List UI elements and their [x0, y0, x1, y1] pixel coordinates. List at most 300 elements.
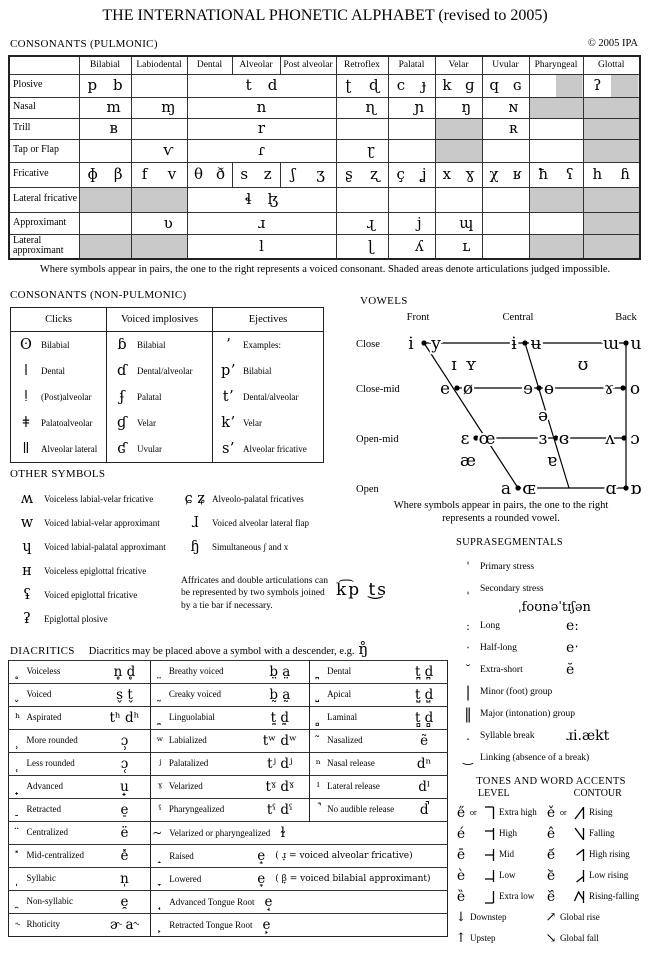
other-symbol-glyph: ʍ: [20, 491, 34, 507]
vowel-column-label: Front: [406, 312, 430, 323]
tones-columns: [452, 802, 650, 949]
vowel-symbol: ø: [462, 379, 474, 399]
tone-label: Low rising: [589, 869, 629, 880]
diacritic-label: More rounded: [27, 730, 99, 753]
consonant-cell: [131, 234, 187, 259]
consonant-symbol: ɹ: [257, 213, 266, 232]
other-symbols-right-list: [178, 487, 346, 559]
diacritics-row: [9, 707, 448, 730]
vowel-symbol: ʌ: [605, 429, 615, 449]
suprasegmental-symbol: ˘: [465, 663, 471, 677]
consonant-cell: [529, 139, 583, 162]
consonant-symbol: ʝ: [420, 165, 427, 183]
other-symbol-glyph: ɺ: [191, 515, 199, 531]
nonpulmonic-symbol: ɓ: [117, 337, 127, 353]
suprasegmental-symbol: |: [465, 683, 471, 701]
diacritic-label: Non-syllabic: [27, 891, 99, 914]
pulmonic-header-row: [9, 56, 640, 74]
suprasegmental-label: Linking (absence of a break): [480, 753, 590, 763]
diacritics-row: [9, 822, 448, 845]
vowel-pair-dot: [421, 340, 426, 345]
manner-label: Fricative: [9, 162, 79, 187]
diacritic-mark: ̪: [309, 661, 327, 684]
consonant-symbol: v: [167, 165, 177, 183]
diacritic-label: Nasal release: [327, 753, 401, 776]
consonant-cell: [187, 97, 336, 118]
contour-rising-falling-icon: [573, 889, 586, 905]
other-symbol-item: [10, 535, 178, 559]
vowel-symbol: ɪ: [451, 355, 457, 375]
consonant-cell: [529, 162, 583, 187]
diacritic-mark: ˤ: [151, 799, 169, 822]
contour-rising-icon: [573, 805, 586, 821]
consonant-cell: [280, 162, 336, 187]
tone-example: é: [456, 825, 466, 842]
nonpulmonic-item: [213, 332, 323, 358]
tone-extra-low-icon: [483, 889, 496, 905]
suprasegmental-example: ĕ: [566, 662, 575, 678]
suprasegmental-symbol: ‖: [464, 705, 472, 723]
vowel-symbol: œ: [478, 429, 496, 449]
vowel-symbol: ɑ: [605, 479, 617, 499]
nonpulmonic-item: [213, 384, 323, 410]
level-header: LEVEL: [478, 788, 510, 799]
nonpulmonic-item: [11, 410, 106, 436]
nonpulmonic-symbol: ɗ: [117, 363, 127, 379]
other-symbol-label: Voiced labial-velar approximant: [44, 518, 160, 528]
consonant-cell: [529, 118, 583, 139]
diacritic-example: dˡ: [401, 776, 447, 799]
diacritic-mark: ̤: [151, 661, 169, 684]
diacritic-label: No audible release: [327, 799, 401, 822]
vowel-symbol: i: [408, 334, 414, 354]
vowel-symbol: ɯ: [602, 334, 620, 354]
tone-label: High rising: [589, 848, 630, 859]
diacritic-note: ( β̞ = voiced bilabial approximant): [275, 874, 431, 884]
diacritic-label: Centralized: [27, 822, 99, 845]
diacritic-example: s̬ t̬: [99, 684, 151, 707]
diacritic-example: e̙: [262, 917, 271, 933]
nonpulmonic-item: [107, 358, 212, 384]
consonant-cell: [435, 118, 482, 139]
nonpulmonic-consonants-table: [10, 307, 324, 463]
diacritic-example: b̰ a̰: [251, 684, 309, 707]
diacritic-example: e̽: [99, 845, 151, 868]
diacritic-wide-cell: [151, 868, 448, 891]
diacritic-example: e̠: [99, 799, 151, 822]
nonpulmonic-label: Dental: [41, 366, 65, 376]
consonant-symbol: ʃ: [291, 165, 296, 183]
diacritic-mark: ̘: [158, 895, 163, 909]
nonpulmonic-heading: CONSONANTS (NON-PULMONIC): [10, 289, 187, 301]
diacritic-example: e̯: [99, 891, 151, 914]
consonant-cell: [79, 139, 131, 162]
nonpulmonic-label: Alveolar fricative: [243, 444, 307, 454]
consonant-cell: [482, 234, 529, 259]
diacritic-label: Less rounded: [27, 753, 99, 776]
vowel-row-label: Open: [356, 484, 379, 495]
vowel-symbol: e: [439, 379, 451, 399]
vowel-symbol: ɛ: [460, 429, 470, 449]
tone-arrow-symbol: ↘: [545, 931, 557, 946]
stress-example-transcription: ˌfoʊnəˈtɪʃən: [518, 600, 591, 615]
consonant-symbol: f: [141, 165, 148, 183]
nonpulmonic-column-header: Ejectives: [213, 308, 323, 332]
consonant-symbol: ŋ: [461, 98, 472, 116]
consonant-symbol: θ: [193, 165, 204, 183]
consonant-cell: [583, 162, 640, 187]
suprasegmental-label: Secondary stress: [480, 584, 544, 594]
consonant-cell: [388, 162, 435, 187]
consonant-cell: [583, 118, 640, 139]
tone-label: Rising-falling: [589, 890, 639, 901]
other-symbol-item: [178, 511, 346, 535]
other-symbol-label: Voiced labial-palatal approximant: [44, 542, 166, 552]
consonant-symbol: ʕ: [565, 165, 574, 183]
nonpulmonic-label: Bilabial: [41, 340, 70, 350]
nonpulmonic-item: [107, 410, 212, 436]
nonpulmonic-label: Alveolar lateral: [41, 444, 98, 454]
vowel-symbol: ɞ: [558, 429, 570, 449]
diacritic-mark: ̠: [9, 799, 27, 822]
consonant-cell: [131, 187, 187, 212]
other-symbol-item: [178, 535, 346, 559]
diacritic-mark: ̚: [309, 799, 327, 822]
consonant-symbol: ħ: [538, 165, 548, 183]
diacritic-wide-cell: [151, 822, 448, 845]
consonant-symbol: ɬ: [244, 190, 252, 208]
other-symbol-item: [10, 511, 178, 535]
diacritic-mark: ̼: [151, 707, 169, 730]
consonant-symbol: ɴ: [508, 98, 519, 116]
vowel-pair-dot: [621, 435, 626, 440]
suprasegmental-symbol: ‿: [463, 751, 473, 765]
suprasegmental-example: eˑ: [566, 640, 580, 656]
nonpulmonic-symbol: ʄ: [119, 389, 125, 405]
nonpulmonic-label: Velar: [243, 418, 262, 428]
diacritic-example: ɚ a˞: [99, 914, 151, 937]
consonant-symbol: j: [416, 213, 422, 232]
diacritic-example: ɔ̹: [99, 730, 151, 753]
consonant-cell: [435, 187, 482, 212]
nonpulmonic-symbol: ǀ: [23, 363, 29, 379]
vowel-symbol: ə: [537, 406, 549, 426]
consonant-cell: [187, 74, 336, 97]
consonant-cell: [187, 162, 232, 187]
contour-high-rising-icon: [573, 847, 586, 863]
pulmonic-row: [9, 139, 640, 162]
nonpulmonic-label: Palatal: [137, 392, 162, 402]
diacritic-label: Lateral release: [327, 776, 401, 799]
diacritics-row: [9, 891, 448, 914]
diacritic-example: u̟: [99, 776, 151, 799]
suprasegmental-item: [456, 725, 648, 747]
tone-item: [542, 865, 650, 886]
consonant-symbol: ɲ: [414, 98, 425, 116]
pulmonic-row: [9, 97, 640, 118]
diacritic-mark: ʰ: [9, 707, 27, 730]
vowel-pair-dot: [522, 340, 527, 345]
consonant-cell: [79, 234, 131, 259]
consonant-cell: [336, 74, 388, 97]
diacritics-row: [9, 753, 448, 776]
diacritic-example: ë: [99, 822, 151, 845]
tone-high-icon: [483, 826, 496, 842]
tone-label: Mid: [499, 848, 515, 859]
diacritic-mark: ̻: [309, 707, 327, 730]
tone-extra-item: [542, 928, 650, 949]
consonant-symbol: ɻ: [366, 213, 375, 232]
other-symbol-glyph: ʜ: [22, 563, 32, 579]
consonant-cell: [388, 97, 435, 118]
tone-label: Falling: [589, 827, 615, 838]
consonant-cell: [336, 234, 388, 259]
consonant-symbol: ɟ: [421, 76, 427, 94]
consonant-symbol: ɽ: [367, 141, 375, 159]
tones-section: [452, 776, 650, 949]
nonpulmonic-symbol: kʼ: [221, 415, 235, 431]
suprasegmental-item: [456, 703, 648, 725]
diacritic-label: Aspirated: [27, 707, 99, 730]
pulmonic-note: Where symbols appear in pairs, the one to the right represents a voiced consonant. Shaded areas denote articulations judged impossible.: [39, 264, 611, 275]
vowel-symbol: u: [630, 334, 642, 354]
suprasegmentals-list: [456, 556, 648, 769]
pulmonic-row: [9, 212, 640, 234]
consonant-cell: [529, 212, 583, 234]
diacritic-mark: ̴: [158, 826, 163, 840]
diacritic-mark: ̯: [9, 891, 27, 914]
suprasegmental-symbol: ˑ: [465, 641, 471, 655]
manner-label: Nasal: [9, 97, 79, 118]
nonpulmonic-label: Uvular: [137, 444, 162, 454]
consonant-cell: [131, 162, 187, 187]
place-header: Velar: [435, 56, 482, 74]
diacritic-label: Lowered: [169, 874, 202, 884]
other-symbol-item: [10, 559, 178, 583]
diacritic-example: t̪ d̪: [401, 661, 447, 684]
consonant-symbol: t: [245, 76, 252, 94]
consonant-cell: [435, 162, 482, 187]
consonant-symbol: q: [489, 76, 500, 94]
consonant-symbol: ɱ: [161, 98, 176, 116]
diacritic-mark: ̽: [9, 845, 27, 868]
diacritic-example: e̝: [257, 848, 266, 864]
diacritic-label: Raised: [169, 851, 194, 861]
tone-example: e᷅: [546, 867, 556, 884]
diacritic-label: Breathy voiced: [169, 661, 251, 684]
consonant-cell: [388, 187, 435, 212]
consonant-cell: [336, 97, 388, 118]
consonant-cell: [131, 118, 187, 139]
nonpulmonic-column-header: Clicks: [11, 308, 106, 332]
consonant-cell: [388, 118, 435, 139]
tones-level-column: [452, 802, 542, 949]
place-header: Post alveolar: [280, 56, 336, 74]
nonpulmonic-symbol: ɠ: [117, 415, 127, 431]
diacritic-mark: ̬: [9, 684, 27, 707]
diacritic-example: ẽ: [401, 730, 447, 753]
suprasegmental-item: [456, 637, 648, 659]
diacritic-label: Linguolabial: [169, 707, 251, 730]
consonant-cell: [131, 212, 187, 234]
consonant-cell: [583, 187, 640, 212]
vowel-symbol: æ: [460, 451, 476, 471]
diacritics-row: [9, 776, 448, 799]
manner-label: Plosive: [9, 74, 79, 97]
diacritic-mark: ̰: [151, 684, 169, 707]
suprasegmental-item: [456, 681, 648, 703]
tone-example: e᷈: [546, 888, 556, 905]
diacritic-label: Pharyngealized: [169, 799, 251, 822]
consonant-symbol: ⱱ: [163, 141, 174, 159]
vowel-symbol: a: [500, 479, 512, 499]
diacritic-example: tʲ dʲ: [251, 753, 309, 776]
tone-example: è: [456, 867, 466, 884]
pulmonic-heading: CONSONANTS (PULMONIC): [10, 38, 158, 50]
consonant-symbol: ɾ: [258, 141, 265, 159]
consonant-cell: [79, 212, 131, 234]
tone-label: Global rise: [560, 911, 600, 922]
pulmonic-row: [9, 162, 640, 187]
diacritic-label: Palatalized: [169, 753, 251, 776]
consonant-cell: [79, 187, 131, 212]
tones-heading: TONES AND WORD ACCENTS: [476, 776, 626, 787]
diacritic-label: Mid-centralized: [27, 845, 99, 868]
nonpulmonic-item: [107, 436, 212, 462]
nonpulmonic-column: [213, 308, 323, 462]
consonant-cell: [482, 187, 529, 212]
diacritic-example: t̺ d̺: [401, 684, 447, 707]
consonant-symbol: ʐ: [369, 165, 379, 183]
diacritics-row: [9, 661, 448, 684]
vowel-symbol: ɨ: [511, 334, 517, 354]
tone-or-text: or: [560, 808, 567, 817]
consonant-symbol: r: [257, 119, 266, 137]
vowel-pair-dot: [620, 385, 625, 390]
other-symbol-label: Voiced alveolar lateral flap: [212, 518, 310, 528]
consonant-cell: [187, 212, 336, 234]
diacritic-mark: ⁿ: [309, 753, 327, 776]
diacritic-example: t̻ d̻: [401, 707, 447, 730]
consonant-cell: [435, 74, 482, 97]
diacritic-example: tʰ dʰ: [99, 707, 151, 730]
consonant-symbol: l: [259, 236, 264, 255]
diacritics-header-line: [10, 640, 368, 659]
consonant-symbol: z: [263, 165, 272, 183]
consonant-cell: [187, 118, 336, 139]
vowel-symbol: y: [431, 334, 441, 354]
tone-arrow-symbol: ↗: [545, 910, 557, 925]
consonant-symbol: n: [256, 98, 267, 116]
consonant-symbol: ɖ: [368, 76, 379, 94]
consonant-symbol: ɳ: [365, 98, 376, 116]
diacritic-mark: ̩: [9, 868, 27, 891]
tone-item: [542, 802, 650, 823]
suprasegmentals-section: [456, 537, 648, 769]
diacritic-example: tˠ dˠ: [251, 776, 309, 799]
vowel-symbol: ɘ: [522, 379, 534, 399]
contour-header: CONTOUR: [573, 788, 622, 799]
consonant-symbol: k: [442, 76, 452, 94]
consonant-cell: [482, 162, 529, 187]
nonpulmonic-label: (Post)alveolar: [41, 392, 92, 402]
nonpulmonic-label: Bilabial: [243, 366, 272, 376]
nonpulmonic-label: Dental/alveolar: [243, 392, 299, 402]
diacritic-example: t̼ d̼: [251, 707, 309, 730]
other-symbol-glyph: ɥ: [22, 539, 32, 555]
tone-label: Rising: [589, 806, 613, 817]
consonant-symbol: ɭ: [367, 236, 374, 255]
tones-subheaders: [452, 788, 650, 799]
consonant-symbol: m: [106, 98, 121, 116]
manner-label: Lateral approximant: [9, 234, 79, 259]
vowel-symbol: ɤ: [604, 379, 614, 399]
vowel-pair-dot: [515, 485, 520, 490]
consonant-cell: [583, 212, 640, 234]
diacritic-label: Retracted: [27, 799, 99, 822]
diacritic-example: e̘: [264, 894, 273, 910]
nonpulmonic-item: [213, 358, 323, 384]
suprasegmental-label: Major (intonation) group: [480, 709, 575, 719]
diacritic-label: Nasalized: [327, 730, 401, 753]
consonant-cell: [482, 97, 529, 118]
diacritics-row: [9, 730, 448, 753]
manner-label: Trill: [9, 118, 79, 139]
other-symbol-item: [10, 583, 178, 607]
place-header: Bilabial: [79, 56, 131, 74]
suprasegmental-example: eː: [566, 618, 580, 634]
consonant-cell: [232, 162, 280, 187]
vowel-symbol: o: [629, 379, 641, 399]
diacritic-example: d̚: [401, 799, 447, 822]
nonpulmonic-label: Velar: [137, 418, 156, 428]
other-symbol-label: Simultaneous ʃ and x: [212, 542, 289, 552]
diacritic-mark: ˞: [9, 914, 27, 937]
tone-example: e̋: [456, 804, 466, 821]
diacritic-label: Velarized: [169, 776, 251, 799]
copyright-notice: © 2005 IPA: [587, 38, 638, 49]
nonpulmonic-column: [11, 308, 107, 462]
consonant-symbol: p: [87, 76, 98, 94]
diacritic-example: b̤ a̤: [251, 661, 309, 684]
consonant-symbol: ɦ: [620, 165, 630, 183]
nonpulmonic-symbol: sʼ: [221, 441, 235, 457]
vowel-symbol: ɐ: [546, 451, 558, 471]
diacritics-row: [9, 684, 448, 707]
nonpulmonic-item: [11, 384, 106, 410]
suprasegmental-symbol: .: [466, 729, 470, 743]
consonant-cell: [482, 118, 529, 139]
nonpulmonic-symbol: ʼ: [225, 337, 231, 353]
contour-low-rising-icon: [573, 868, 586, 884]
diacritic-example: tˤ dˤ: [251, 799, 309, 822]
suprasegmental-symbol: ˌ: [466, 582, 470, 596]
consonant-symbol: ɢ: [512, 76, 522, 94]
tone-arrow-symbol: ↑: [455, 931, 467, 946]
diacritic-label: Laminal: [327, 707, 401, 730]
tone-item: [542, 823, 650, 844]
nonpulmonic-item: [11, 332, 106, 358]
consonant-symbol: ç: [396, 165, 405, 183]
tone-label: High: [499, 827, 517, 838]
consonant-symbol: ɡ: [465, 76, 475, 94]
vowel-symbol: ʊ: [577, 355, 589, 375]
consonant-cell: [388, 74, 435, 97]
other-symbol-glyph: w: [20, 515, 34, 531]
vowel-symbol: ɒ: [630, 479, 642, 499]
nonpulmonic-symbol: ǂ: [22, 415, 30, 431]
nonpulmonic-symbol: ǃ: [23, 389, 29, 405]
